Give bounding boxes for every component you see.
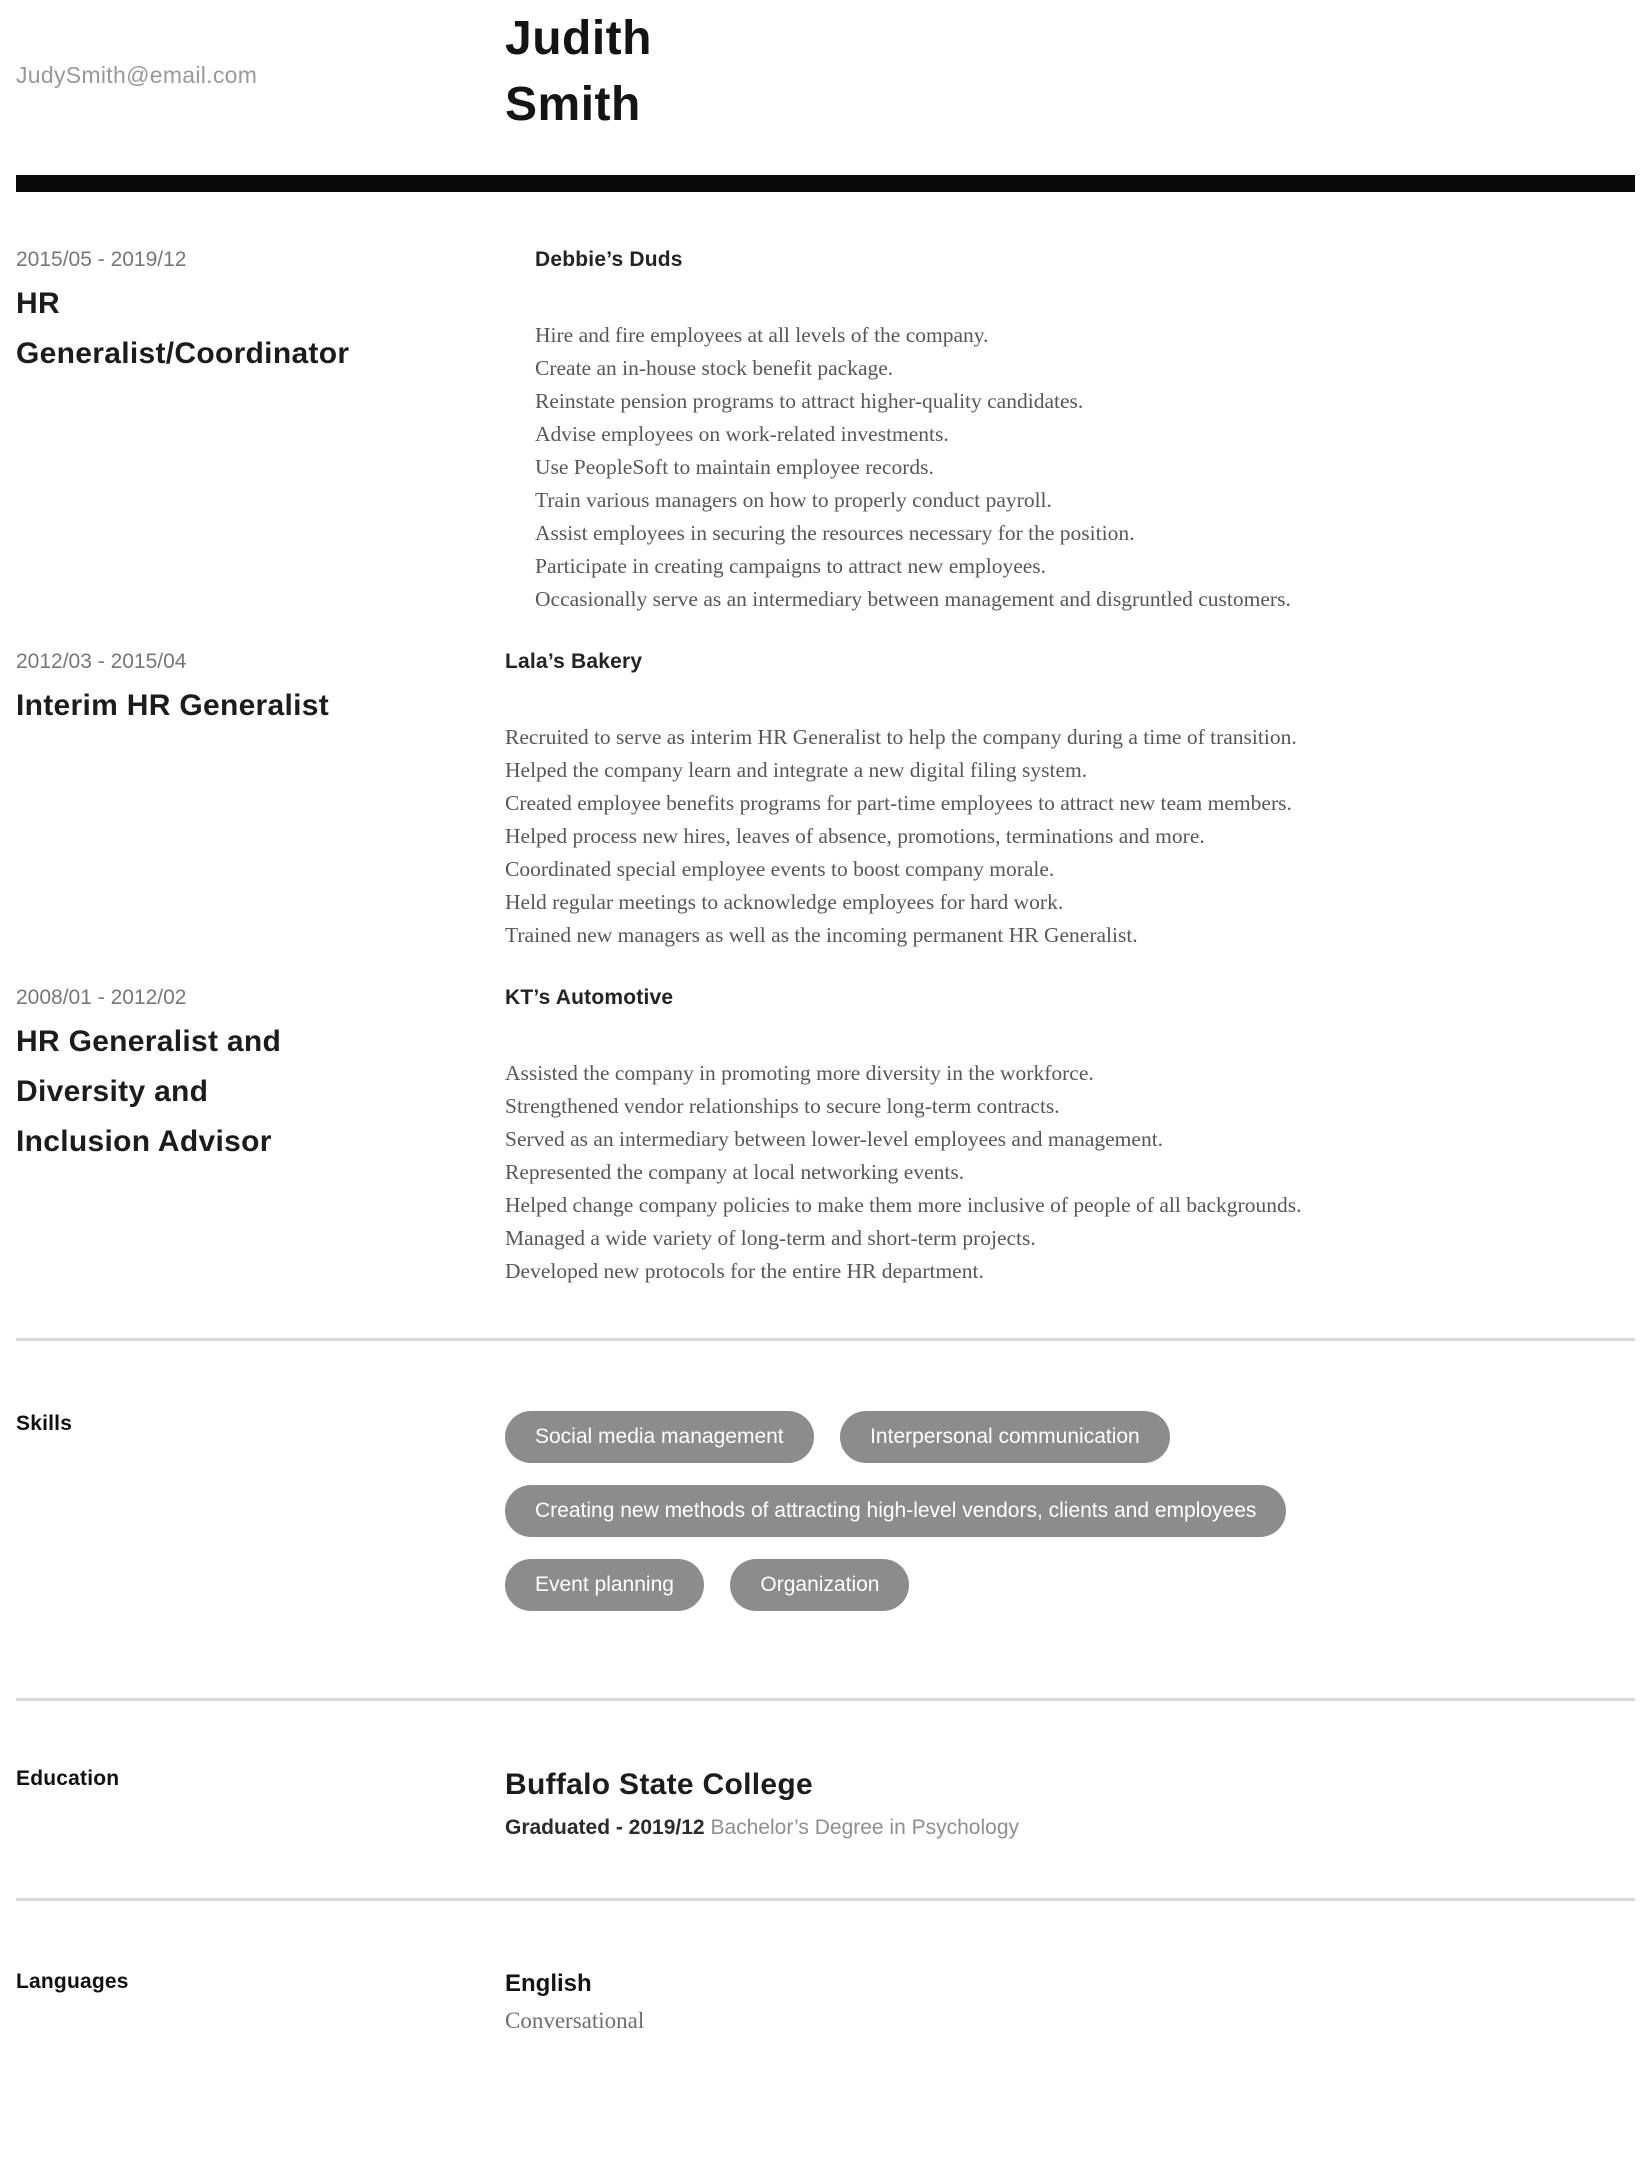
bullet-line: Recruited to serve as interim HR Generalist to help the company during a time of transition.: [505, 725, 1297, 749]
bullet-line: Helped process new hires, leaves of absence, promotions, terminations and more.: [505, 824, 1205, 848]
email-text: JudySmith@email.com: [16, 62, 258, 88]
bullet-line: Created employee benefits programs for part-time employees to attract new team members.: [505, 791, 1292, 815]
bullet-line: Participate in creating campaigns to attract new employees.: [535, 554, 1047, 578]
company-name: Debbie’s Duds: [535, 248, 683, 271]
job-meta: [0, 985, 505, 1167]
skills-pill-row: [505, 1485, 1635, 1537]
bullet-line: Trained new managers as well as the incoming permanent HR Generalist.: [505, 923, 1138, 947]
company-name: Lala’s Bakery: [505, 650, 643, 673]
candidate-name: Judith Smith: [505, 12, 652, 131]
graduation-line: [505, 1814, 1635, 1841]
skill-pill: Interpersonal communication: [840, 1411, 1170, 1463]
bullet-line: Helped the company learn and integrate a new digital filing system.: [505, 758, 1088, 782]
job-details: [505, 247, 1650, 616]
job-bullets: [535, 319, 1635, 616]
bullet-line: Use PeopleSoft to maintain employee records.: [535, 455, 934, 479]
job-entry: [0, 985, 1650, 1288]
job-dates: 2008/01 - 2012/02: [16, 986, 187, 1009]
header-name-block: [505, 0, 1650, 138]
bullet-line: Train various managers on how to properly conduct payroll.: [535, 488, 1052, 512]
bullet-line: Assisted the company in promoting more diversity in the workforce.: [505, 1061, 1094, 1085]
company-name: KT’s Automotive: [505, 986, 674, 1009]
language-name: English: [505, 1970, 592, 1997]
header-divider-bar: [16, 175, 1635, 192]
bullet-line: Assist employees in securing the resources necessary for the position.: [535, 521, 1135, 545]
job-entry: [0, 649, 1650, 952]
skills-pills: [505, 1411, 1650, 1633]
skills-pill-row: [505, 1411, 1635, 1463]
job-entry: [0, 247, 1650, 616]
skills-label: Skills: [16, 1412, 73, 1435]
languages-label: Languages: [16, 1970, 129, 1993]
skill-pill: Social media management: [505, 1411, 814, 1463]
job-dates: 2012/03 - 2015/04: [16, 650, 187, 673]
bullet-line: Served as an intermediary between lower-level employees and management.: [505, 1127, 1164, 1151]
job-meta: [0, 649, 505, 731]
job-details: [505, 985, 1650, 1288]
languages-section: [0, 1901, 1650, 2035]
bullet-line: Managed a wide variety of long-term and short-term projects.: [505, 1226, 1036, 1250]
bullet-line: Developed new protocols for the entire HR department.: [505, 1259, 984, 1283]
header-contact: [0, 0, 505, 89]
school-name: Buffalo State College: [505, 1768, 813, 1801]
job-title: Interim HR Generalist: [16, 689, 330, 722]
resume-header: [0, 0, 1650, 175]
skills-pill-row: [505, 1559, 1635, 1611]
bullet-line: Helped change company policies to make them more inclusive of people of all backgrounds.: [505, 1193, 1302, 1217]
skill-pill: Organization: [730, 1559, 909, 1611]
job-title: HR Generalist/Coordinator: [16, 287, 350, 370]
degree-name: Bachelor’s Degree in Psychology: [710, 1816, 1019, 1839]
education-label: Education: [16, 1767, 120, 1790]
bullet-line: Held regular meetings to acknowledge employees for hard work.: [505, 890, 1064, 914]
skills-section: [0, 1341, 1650, 1633]
job-meta: [0, 247, 505, 379]
bullet-line: Hire and fire employees at all levels of the company.: [535, 323, 989, 347]
job-title: HR Generalist and Diversity and Inclusion Advisor: [16, 1025, 282, 1158]
bullet-line: Create an in-house stock benefit package.: [535, 356, 894, 380]
graduation-date: Graduated - 2019/12: [505, 1816, 705, 1839]
bullet-line: Reinstate pension programs to attract higher-quality candidates.: [535, 389, 1084, 413]
education-section: [0, 1701, 1650, 1841]
languages-label-col: [0, 1969, 505, 1995]
bullet-line: Represented the company at local networking events.: [505, 1160, 965, 1184]
experience-section: [0, 192, 1650, 2035]
job-bullets: [505, 721, 1635, 952]
languages-details: [505, 1969, 1650, 2035]
education-details: [505, 1766, 1650, 1841]
bullet-line: Strengthened vendor relationships to secure long-term contracts.: [505, 1094, 1060, 1118]
language-level: Conversational: [505, 2008, 645, 2033]
job-bullets: [505, 1057, 1635, 1288]
job-dates: 2015/05 - 2019/12: [16, 248, 187, 271]
skill-pill: Event planning: [505, 1559, 704, 1611]
bullet-line: Occasionally serve as an intermediary between management and disgruntled customers.: [535, 587, 1291, 611]
job-details: [505, 649, 1650, 952]
skills-label-col: [0, 1411, 505, 1437]
education-label-col: [0, 1766, 505, 1792]
bullet-line: Coordinated special employee events to boost company morale.: [505, 857, 1055, 881]
bullet-line: Advise employees on work-related investments.: [535, 422, 949, 446]
language-item: [505, 1969, 1635, 2035]
skill-pill: Creating new methods of attracting high-level vendors, clients and employees: [505, 1485, 1286, 1537]
